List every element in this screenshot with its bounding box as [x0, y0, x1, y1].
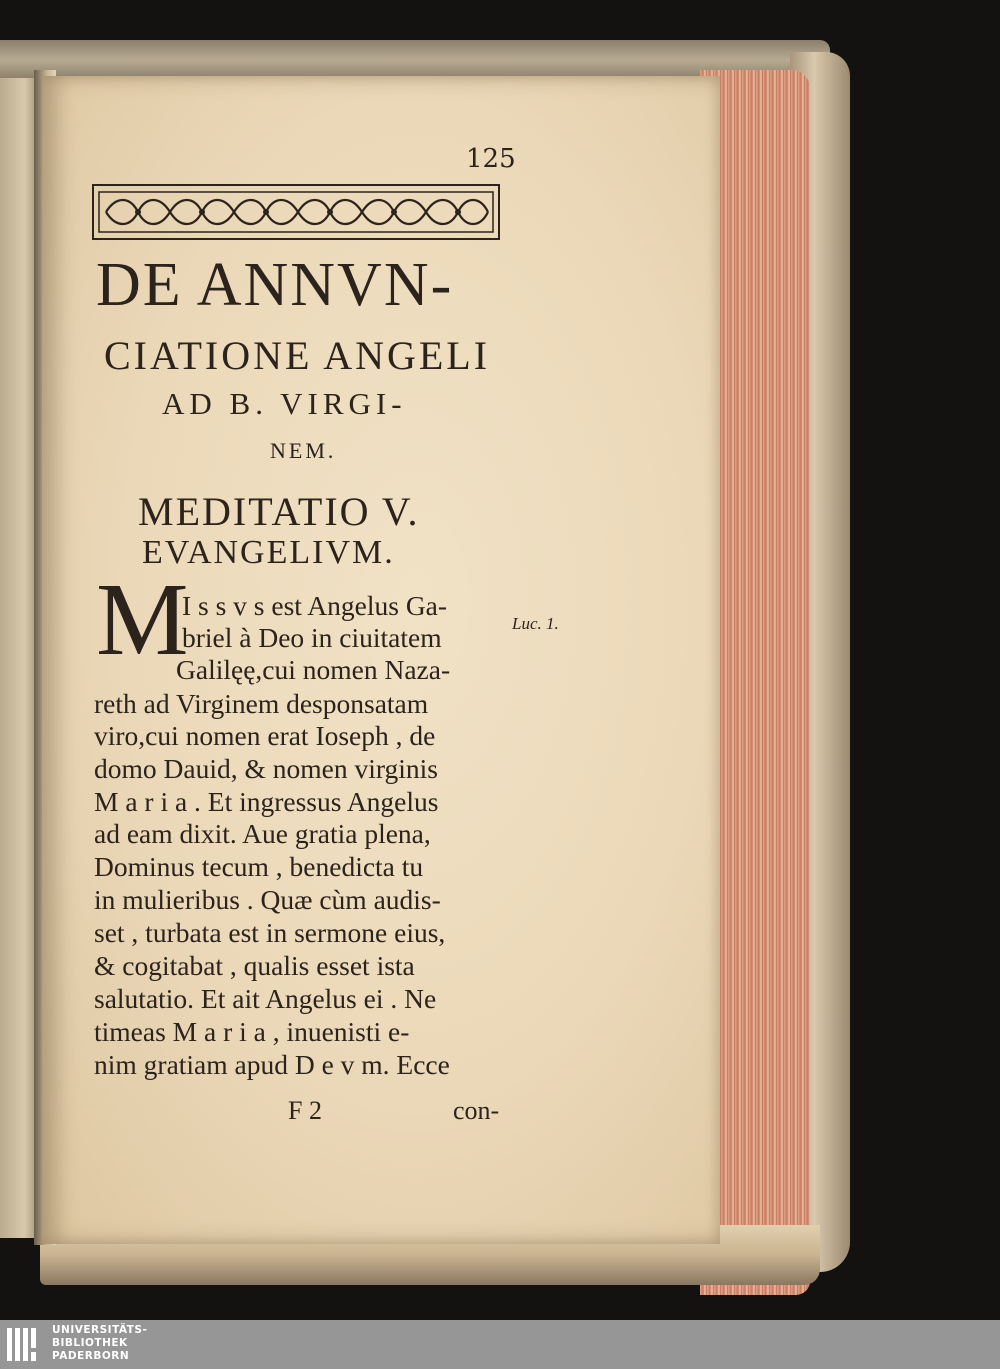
page-number: 125	[466, 144, 516, 174]
body-line: I s s v s est Angelus Ga-	[182, 590, 448, 621]
footer-line-3: PADERBORN	[52, 1350, 130, 1362]
heading-line-3: AD B. VIRGI-	[162, 386, 407, 421]
footer-line-2: BIBLIOTHEK	[52, 1337, 128, 1349]
body-line: reth ad Virginem desponsatam	[94, 688, 429, 719]
body-line: set , turbata est in sermone eius,	[94, 917, 446, 948]
section-title: MEDITATIO V.	[138, 489, 420, 534]
body-line: ad eam dixit. Aue gratia plena,	[94, 818, 431, 849]
body-line: Dominus tecum , benedicta tu	[94, 851, 424, 882]
library-footer	[0, 1320, 1000, 1369]
body-line: in mulieribus . Quæ cùm audis-	[94, 884, 441, 915]
body-line: & cogitabat , qualis esset ista	[94, 950, 415, 981]
library-logo-icon	[6, 1326, 40, 1363]
body-line: viro,cui nomen erat Ioseph , de	[94, 720, 436, 751]
body-line: timeas M a r i a , inuenisti e-	[94, 1016, 410, 1047]
body-line: salutatio. Et ait Angelus ei . Ne	[94, 983, 437, 1014]
body-line: domo Dauid, & nomen virginis	[94, 753, 438, 784]
footer-line-1: UNIVERSITÄTS-	[52, 1324, 148, 1336]
catchword: con-	[453, 1096, 500, 1125]
heading-line-1: DE ANNVN-	[96, 251, 454, 319]
marginal-note: Luc. 1.	[512, 614, 559, 633]
signature-mark: F 2	[288, 1096, 322, 1125]
heading-line-2: CIATIONE ANGELI	[104, 333, 491, 378]
body-line: briel à Deo in ciuitatem	[182, 622, 442, 653]
drop-cap: M	[96, 562, 189, 677]
body-line: Galilęę,cui nomen Naza-	[176, 654, 451, 685]
heading-line-4: NEM.	[270, 438, 337, 463]
section-subtitle: EVANGELIVM.	[142, 534, 395, 571]
body-line: nim gratiam apud D e v m. Ecce	[94, 1049, 450, 1080]
ornament-band	[92, 184, 500, 240]
body-line: M a r i a . Et ingressus Angelus	[94, 786, 439, 817]
